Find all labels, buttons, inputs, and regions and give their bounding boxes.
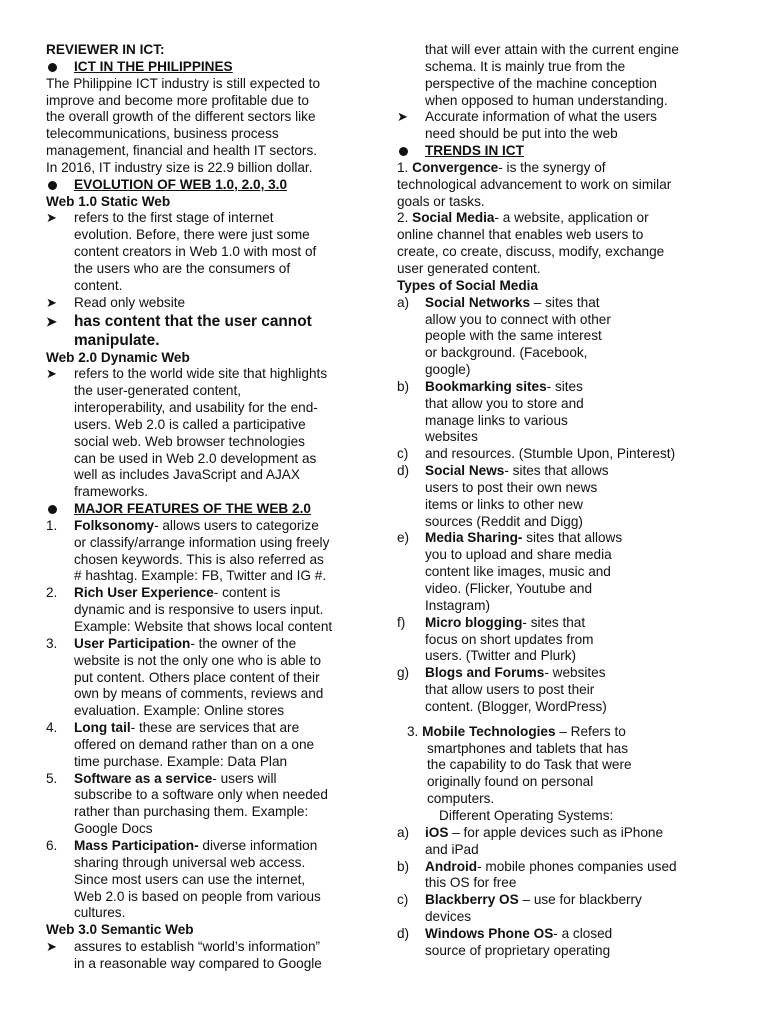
feature-item: 2. Rich User Experience- content is dynamic and is responsive to users input. Example: Website that shows local content [46,585,333,634]
section-ict-philippines-heading: ICT IN THE PHILIPPINES [46,59,364,76]
feature-item: 5. Software as a service- users will subscribe to a software only when needed rather than purchasing them. Example: Google Docs [46,770,328,837]
bullet-dot-icon [399,147,408,156]
social-media-type: f) Micro blogging- sites that focus on short updates from users. (Twitter and Plurk) [397,614,594,664]
web2-bullet-definition: ➤ refers to the world wide site that highlights the user-generated content, interoperability, and usability for the end- users. Web 2.0 is called a participative social web. Web browser technologies can be used in Web 2.0 development as well as includes JavaScript and AJAX frameworks. [46,366,328,500]
bullet-dot-icon [48,63,57,72]
social-media-type: d) Social News- sites that allows users to post their own news items or links to other new sources (Reddit and Digg) [397,463,609,529]
web1-bullet-definition: ➤ refers to the first stage of internet evolution. Before, there were just some content creators in Web 1.0 with most of the users who are the consumers of content. [46,210,317,293]
types-heading: Types of Social Media [397,277,539,293]
web2-heading: Web 2.0 Dynamic Web [46,349,190,365]
trend-mobile-technologies: 3. Mobile Technologies – Refers to smartphones and tablets that has the capability to do Task that were originally found on personal computers. [407,723,632,807]
trend-social-media: 2. Social Media- a website, application or online channel that enables web users to create, co create, discuss, modify, exchange user generated content. [397,210,665,276]
ict-philippines-paragraph: The Philippine ICT industry is still expected to improve and become more profitable due to the overall growth of the different sectors like telecommunications, business process management, financial and health IT sectors. In 2016, IT industry size is 22.9 billion dollar. [46,75,321,175]
web3-bullet-accurate: ➤ Accurate information of what the users need should be put into the web [397,109,657,142]
feature-item: 1. Folksonomy- allows users to categorize or classify/arrange information using freely chosen keywords. This is also referred as # hashtag. Example: FB, Twitter and IG #. [46,517,330,584]
arrow-bullet-icon: ➤ [46,313,57,329]
arrow-bullet-icon: ➤ [46,939,57,955]
social-media-type: b) Bookmarking sites- sites that allow you to store and manage links to various websites [397,378,584,445]
os-item: b) Android- mobile phones companies used this OS for free [397,858,677,891]
section-features-heading: MAJOR FEATURES OF THE WEB 2.0 [46,501,364,518]
web1-bullet-read-only: ➤ Read only website [46,294,186,310]
arrow-bullet-icon: ➤ [46,366,57,382]
bullet-dot-icon [48,181,57,190]
feature-item: 3. User Participation- the owner of the website is not the only one who is able to put content. Others place content of their own by means of comments, reviews and evaluation. Example: Online stores [46,635,324,719]
os-heading: Different Operating Systems: [439,807,614,823]
web3-heading: Web 3.0 Semantic Web [46,922,194,938]
left-column [46,42,364,973]
feature-item: 4. Long tail- these are services that are offered on demand rather than on a one time purchase. Example: Data Plan [46,720,315,769]
section-trends-heading: TRENDS IN ICT [397,143,727,160]
web1-heading: Web 1.0 Static Web [46,193,171,209]
right-column [397,42,727,960]
feature-item: 6. Mass Participation- diverse information sharing through universal web access. Since most users can use the internet, Web 2.0 is based on people from various cultures. [46,837,321,921]
web1-bullet-manipulate: ➤ has content that the user cannot manipulate. [46,312,312,349]
os-item: c) Blackberry OS – use for blackberry devices [397,892,642,925]
arrow-bullet-icon: ➤ [46,294,57,310]
web3-continuation: that will ever attain with the current engine schema. It is mainly true from the perspective of the machine conception when opposed to human understanding. [425,42,679,108]
social-media-type: e) Media Sharing- sites that allows you to upload and share media content like images, music and video. (Flicker, Youtube and Instagram) [397,530,623,613]
section-evolution-heading: EVOLUTION OF WEB 1.0, 2.0, 3.0 [46,177,364,194]
os-item: a) iOS – for apple devices such as iPhone and iPad [397,824,664,857]
document-title: REVIEWER IN ICT: [46,42,165,57]
social-media-type: c) and resources. (Stumble Upon, Pinterest) [397,446,676,462]
arrow-bullet-icon: ➤ [397,109,408,125]
bullet-dot-icon [48,505,57,514]
social-media-type: g) Blogs and Forums- websites that allow users to post their content. (Blogger, WordPress) [397,665,607,714]
social-media-type: a) Social Networks – sites that allow you to connect with other people with the same interest or background. (Facebook, google) [397,294,611,378]
arrow-bullet-icon: ➤ [46,210,57,226]
web3-bullet-definition: ➤ assures to establish “world’s information” in a reasonable way compared to Google [46,939,322,971]
os-item: d) Windows Phone OS- a closed source of proprietary operating [397,925,613,958]
trend-convergence: 1. Convergence- is the synergy of technological advancement to work on similar goals or tasks. [397,159,672,209]
